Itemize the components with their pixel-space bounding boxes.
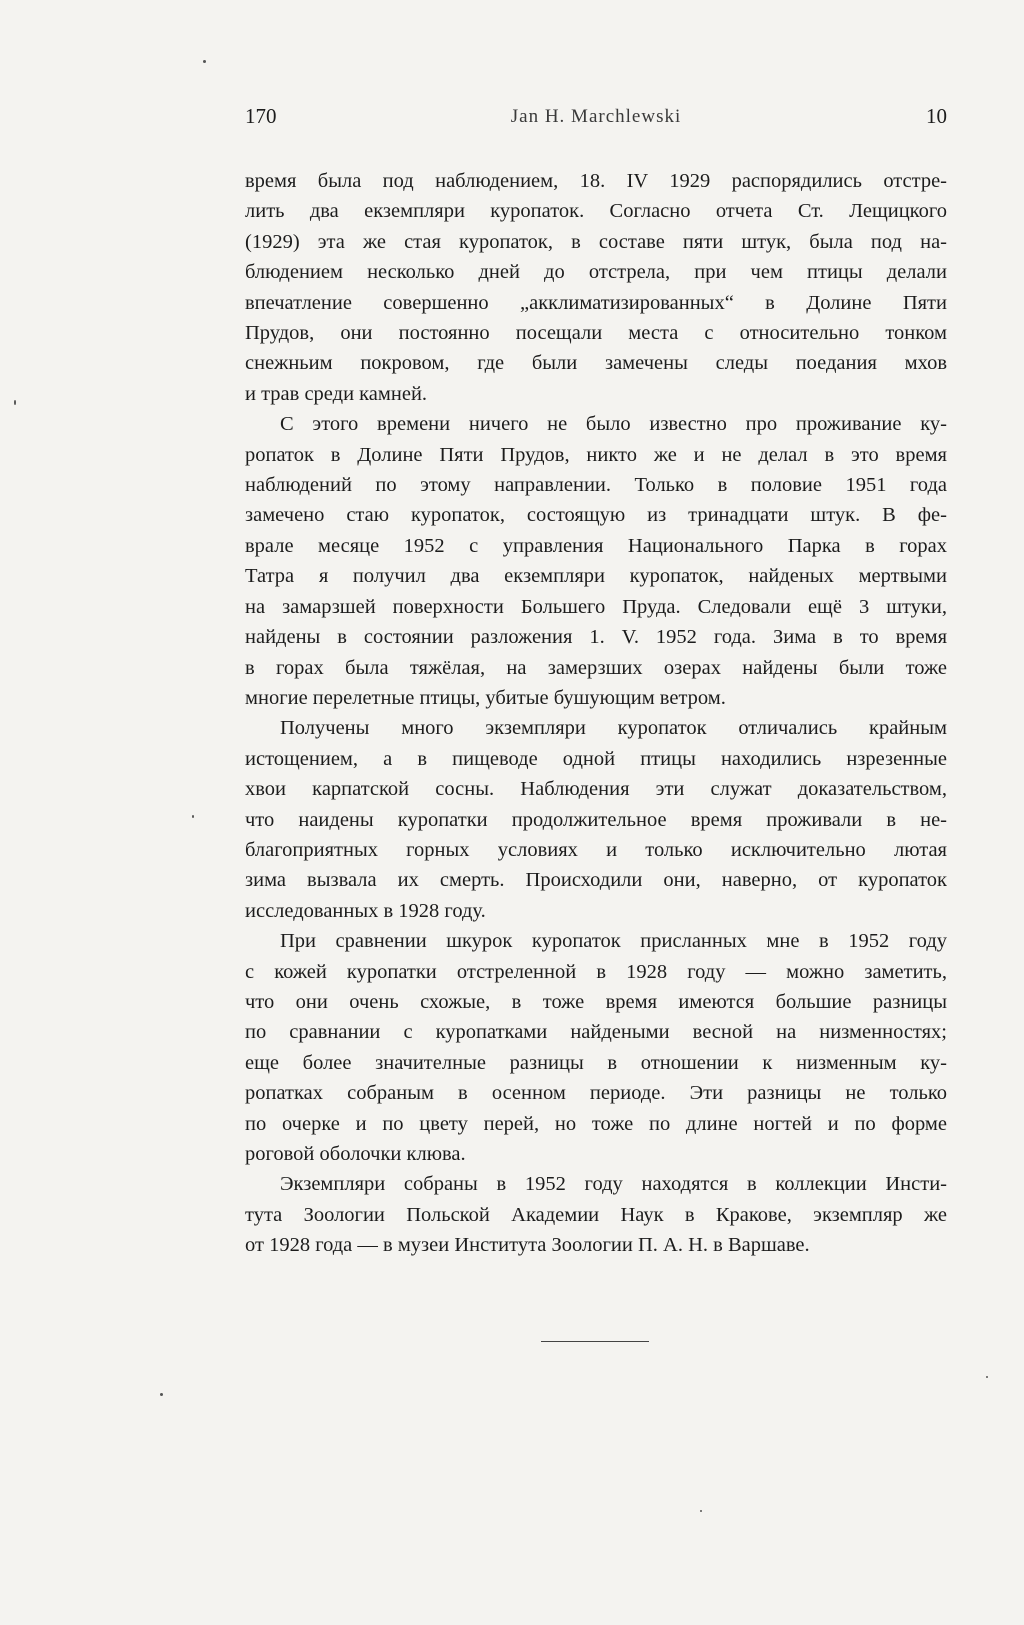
scan-speck [986,1376,988,1378]
paragraph [245,1169,947,1260]
text-line: впечатление совершенно „акклиматизированных“ в Долине Пяти [245,291,947,314]
text-line: (1929) эта же стая куропаток, в составе пяти штук, была под на- [245,230,947,253]
text-line: С этого времени ничего не было известно про проживание ку- [280,413,947,436]
page-number: 170 [245,104,277,128]
text-line: лить два екземпляри куропаток. Согласно отчета Ст. Лещицкого [245,200,947,223]
text-line: Получены много экземпляри куропаток отличались крайным [280,717,947,740]
paragraph [245,166,947,409]
body-text [245,166,947,1261]
text-line: по сравнании с куропатками найдеными весной на низменностях; [245,1021,947,1044]
page-header [245,104,947,134]
text-line: истощением, а в пищеводе одной птицы находились нзрезенные [245,747,947,770]
text-line: на замарзшей поверхности Большего Пруда. Следовали ещё 3 штуки, [245,595,947,618]
scan-speck [700,1510,702,1512]
scan-speck [192,815,194,818]
scan-speck [14,400,16,405]
paragraph [245,926,947,1169]
text-line: хвои карпатской сосны. Наблюдения эти служат доказательством, [245,778,947,801]
section-number: 10 [926,104,947,128]
scan-speck [203,60,206,63]
text-line: замечено стаю куропаток, состоящую из тринадцати штук. В фе- [245,504,947,527]
text-line: зима вызвала их смерть. Происходили они, наверно, от куропаток [245,869,947,892]
text-line: благоприятных горных условиях и только исключительно лютая [245,838,947,861]
text-line: в горах была тяжёлая, на замерзших озерах найдены были тоже [245,656,947,679]
text-line: врале месяце 1952 с управления Национального Парка в горах [245,534,947,557]
end-rule [541,1341,649,1342]
text-line: ропатках собраным в осенном периоде. Эти разницы не только [245,1082,947,1105]
text-line: по очерке и по цвету перей, но тоже по длине ногтей и по форме [245,1112,947,1135]
text-line: что они очень схожые, в тоже время имеются большие разницы [245,990,947,1013]
paragraph [245,713,947,926]
running-title: Jan H. Marchlewski [510,106,682,127]
text-line: При сравнении шкурок куропаток присланных мне в 1952 году [280,930,947,953]
text-line: многие перелетные птицы, убитые бушующим ветром. [245,686,726,709]
text-line: блюдением несколько дней до отстрела, при чем птицы делали [245,261,947,284]
text-line: роговой оболочки клюва. [245,1143,466,1165]
text-line: исследованных в 1928 году. [245,899,486,922]
text-line: Татра я получил два екземпляри куропаток, найденых мертвыми [245,565,947,588]
text-line: найдены в состоянии разложения 1. V. 1952 года. Зима в то время [245,626,947,649]
text-line: что наидены куропатки продолжительное время проживали в не- [245,808,947,831]
text-line: ропаток в Долине Пяти Прудов, никто же и не делал в это время [245,443,947,466]
text-line: наблюдений по этому направлении. Только в половие 1951 года [245,474,947,497]
text-line: и трав среди камней. [245,382,428,405]
text-line: с кожей куропатки отстреленной в 1928 году — можно заметить, [245,960,947,983]
paragraph [245,409,947,713]
text-line: еще более значителные разницы в отношении к низменным ку- [245,1051,947,1074]
text-line: тута Зоологии Польской Академии Наук в Кракове, экземпляр же [245,1203,947,1226]
text-line: Прудов, они постоянно посещали места с относительно тонком [245,322,947,345]
text-line: снежньим покровом, где были замечены следы поедания мхов [245,352,947,375]
text-line: Экземпляри собраны в 1952 году находятся в коллекции Инсти- [280,1173,947,1196]
text-line: от 1928 года — в музеи Института Зоологии П. А. Н. в Варшаве. [245,1234,810,1257]
scan-speck [160,1393,163,1396]
text-line: время была под наблюдением, 18. IV 1929 распорядились отстре- [245,170,947,192]
